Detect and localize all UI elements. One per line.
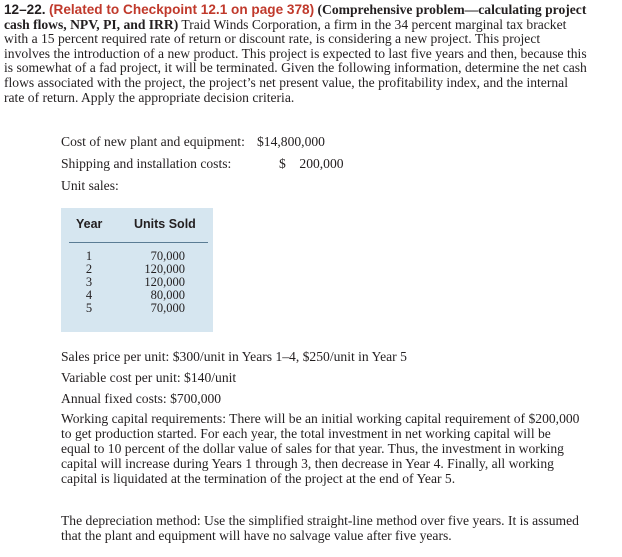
- year-cell: 2: [85, 262, 93, 276]
- unit-sales-label: Unit sales:: [61, 178, 119, 193]
- plant-cost-line: [61, 134, 325, 150]
- sales-price: Sales price per unit: $300/unit in Years 1–4, $250/unit in Year 5: [61, 349, 407, 364]
- shipping-cost-line: [61, 156, 344, 172]
- units-column: [129, 250, 185, 315]
- depreciation-method: The depreciation method: Use the simplified straight-line method over five years. It is assumed that the plant and equipment will have no salvage value after five years.: [61, 513, 579, 543]
- problem-statement: [4, 3, 589, 105]
- units-cell: 120,000: [144, 262, 185, 276]
- year-cell: 3: [85, 275, 93, 289]
- table-rule: [69, 242, 208, 243]
- year-cell: 5: [85, 301, 93, 315]
- shipping-cost-label: Shipping and installation costs:: [61, 156, 232, 171]
- year-cell: 1: [85, 249, 93, 263]
- header-year: Year: [76, 217, 103, 231]
- working-capital: Working capital requirements: There will be an initial working capital requirement of $200,000 to get production started. For each year, the total investment in net working capital will be equal to 10 percent of the dollar value of sales for that year. Thus, the investment in working capital will increase during Years 1 through 3, then decrease in Year 4. Finally, all working capital is liquidated at the termination of the project at the end of Year 5.: [61, 411, 580, 486]
- units-cell: 120,000: [144, 275, 185, 289]
- shipping-cost-value: $ 200,000: [279, 156, 344, 171]
- year-column: [71, 250, 107, 315]
- variable-cost: Variable cost per unit: $140/unit: [61, 370, 237, 385]
- checkpoint-reference: (Related to Checkpoint 12.1 on page 378): [48, 2, 315, 17]
- units-cell: 80,000: [150, 288, 185, 302]
- units-sold-table: [61, 208, 213, 332]
- units-cell: 70,000: [150, 301, 185, 315]
- units-cell: 70,000: [150, 249, 185, 263]
- year-cell: 4: [85, 288, 93, 302]
- problem-number: 12–22.: [4, 2, 46, 17]
- problem-body: Traid Winds Corporation, a firm in the 34 percent marginal tax bracket with a 15 percent required rate of return or discount rate, is considering a new project. This project involves the introduction of a new product. This project is expected to last five years and then, because this is somewhat of a fad project, it will be terminated. Given the following information, determine the net cash flows associated with the project, the project’s net present value, the profitability index, and the internal rate of return. Apply the appropriate decision criteria.: [4, 16, 587, 105]
- header-units-sold: Units Sold: [134, 217, 196, 231]
- fixed-costs: Annual fixed costs: $700,000: [61, 391, 222, 406]
- plant-cost-value: $14,800,000: [257, 134, 325, 149]
- table-header: [61, 208, 213, 238]
- problem-title: (Comprehensive problem—calculating project cash flows, NPV, PI, and IRR): [4, 2, 587, 32]
- plant-cost-label: Cost of new plant and equipment:: [61, 134, 245, 149]
